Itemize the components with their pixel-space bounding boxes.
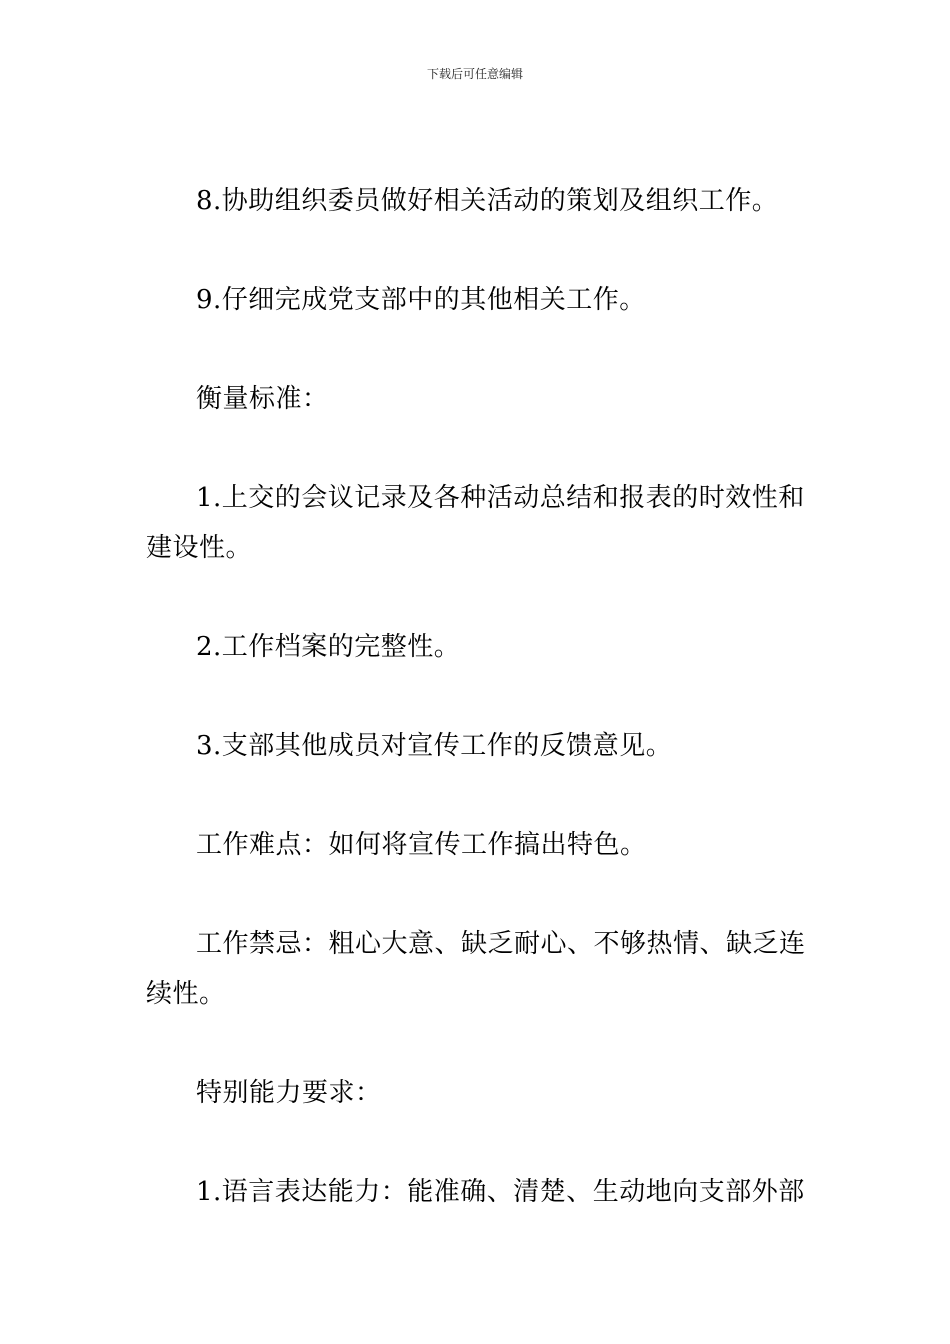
section-heading-special-abilities: 特别能力要求： (196, 1078, 382, 1108)
paragraph-item-9: 9.仔细完成党支部中的其他相关工作。 (196, 285, 646, 315)
paragraph-standard-2: 2.工作档案的完整性。 (196, 632, 461, 662)
section-heading-measurement-standards: 衡量标准： (196, 384, 329, 414)
paragraph-ability-1: 1.语言表达能力：能准确、清楚、生动地向支部外部 (196, 1177, 805, 1207)
paragraph-standard-3: 3.支部其他成员对宣传工作的反馈意见。 (196, 731, 673, 761)
document-body (146, 176, 808, 1266)
paragraph-work-taboos: 工作禁忌：粗心大意、缺乏耐心、不够热情、缺乏连续性。 (146, 929, 806, 1009)
paragraph-work-difficulty: 工作难点：如何将宣传工作搞出特色。 (196, 830, 647, 860)
paragraph-standard-1: 1.上交的会议记录及各种活动总结和报表的时效性和建设性。 (146, 483, 805, 563)
paragraph-item-8: 8.协助组织委员做好相关活动的策划及组织工作。 (196, 186, 779, 216)
page-header: 下载后可任意编辑 (426, 67, 523, 81)
